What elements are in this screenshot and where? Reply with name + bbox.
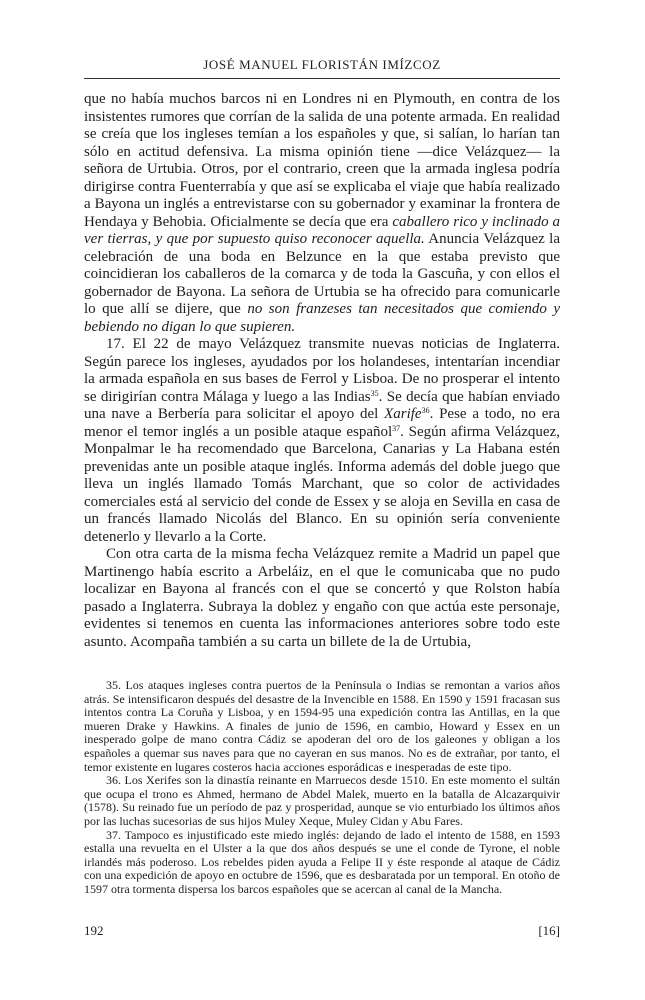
p2-text-d: . Pese a todo, no era menor el temor inglés a un posible ataque español xyxy=(84,406,560,440)
p2-text-b: . Se decía que habían enviado una nave a Berbería para solicitar el apoyo del xyxy=(84,388,560,422)
p1-quote-2: no son franzeses tan necesitados que comiendo y bebiendo no digan lo que supieren. xyxy=(84,301,560,335)
footnote-ref-36[interactable]: 36 xyxy=(421,406,430,415)
p1-text-c: Anuncia Velázquez la celebración de una boda en Belzunce en la que estaba previsto que coincidieran los caballeros de la comarca y de toda la Gascuña, y con ellos el gobernador de Bayona. La señora de Urtubia se ha ofrecido para comunicarle lo que allí se dijere, que xyxy=(84,231,560,317)
p1-text-a: que no había muchos barcos ni en Londres ni en Plymouth, en contra de los insistentes rumores que corrían de la salida de una potente armada. En realidad se creía que los ingleses temían a los españoles y que, si salían, lo harían tan sólo en actitud defensiva. La misma opinión tiene —dice Velázquez— la señora de Urtubia. Otros, por el contrario, creen que la armada inglesa podría dirigirse contra Fuenterrabía y que así se explicaba el viaje que había realizado a Bayona un inglés a entrevistarse con su gobernador y examinar la frontera de Hendaya y Behobia. Oficialmente se decía que era xyxy=(84,91,560,230)
bracket-number: [16] xyxy=(538,923,560,938)
footnote-36: 36. Los Xerifes son la dinastía reinante en Marruecos desde 1510. En este momento el sultán que ocupa el trono es Ahmed, hermano de Abdel Malek, muerto en la batalla de Alcazarquivir (1578). Su reinado fue un período de paz y prosperidad, aunque se vio enturbiado los últimos años por las luchas sucesorias de sus hijos Muley Xeque, Muley Cidan y Abu Fares. xyxy=(84,773,560,828)
page-number: 192 xyxy=(84,923,104,938)
page-footer xyxy=(84,922,560,940)
footnotes xyxy=(84,679,560,897)
main-text xyxy=(84,91,560,651)
header-rule xyxy=(84,78,560,79)
p1-quote-1: caballero rico y inclinado a ver tierras, y que por supuesto quiso reconocer aquella. xyxy=(84,213,560,247)
paragraph-2 xyxy=(84,336,560,546)
p2-text-a: 17. El 22 de mayo Velázquez transmite nuevas noticias de Inglaterra. Según parece los ingleses, ayudados por los holandeses, intentarían incendiar la armada española en sus bases de Ferrol y Lisboa. De no prosperar el intento se dirigirían contra Málaga y luego a las Indias xyxy=(84,336,560,405)
footnote-35: 35. Los ataques ingleses contra puertos de la Península o Indias se remontan a varios años atrás. Se intensificaron después del desastre de la Invencible en 1588. En 1590 y 1591 fracasan sus intentos contra La Coruña y Lisboa, y en 1594-95 una expedición contra las Antillas, en la que mueren Drake y Hawkins. A finales de junio de 1596, en cambio, Howard y Essex en un inesperado golpe de mano contra Cádiz se apoderan del oro de los galeones y obligan a los españoles a quemar sus naves para que no cayeran en sus manos. No es de extrañar, por tanto, el temor existente en lugares costeros hacia acciones esporádicas e inesperadas de este tipo. xyxy=(84,678,560,774)
paragraph-1 xyxy=(84,91,560,336)
footnote-ref-37[interactable]: 37 xyxy=(392,423,401,433)
p2-text-e: . Según afirma Velázquez, Monpalmar le ha recomendado que Barcelona, Canarias y La Habana estén prevenidas ante un posible ataque inglés. Informa además del doble juego que lleva un inglés llamado Tomás Marchant, que so color de actividades comerciales está al servicio del conde de Essex y se aloja en Sevilla en casa de un francés llamado Nicolás del Blanco. En su opinión sería conveniente detenerlo y llevarlo a la Corte. xyxy=(84,423,560,545)
paragraph-3: Con otra carta de la misma fecha Velázquez remite a Madrid un papel que Martinengo había escrito a Arbeláiz, en el que le comunicaba que no pudo localizar en Bayona al francés con el que se concertó y que Rolston había pasado a Inglaterra. Subraya la doblez y engaño con que actúa este personaje, evidentes si tenemos en cuenta las informaciones anteriores sobre todo este asunto. Acompaña también a su carta un billete de la de Urtubia, xyxy=(84,546,560,650)
footnote-37: 37. Tampoco es injustificado este miedo inglés: dejando de lado el intento de 1588, en 1593 estalla una revuelta en el Ulster a la que dos años después se une el conde de Tyrone, el noble irlandés más poderoso. Los rebeldes piden ayuda a Felipe II y éste responde al ataque de Cádiz con una expedición de apoyo en octubre de 1596, que es desbaratada por un temporal. En otoño de 1597 otra tormenta dispersa los barcos españoles que se acercan al canal de la Mancha. xyxy=(84,827,560,896)
footnote-ref-35[interactable]: 35 xyxy=(370,388,379,398)
p2-xarife: Xarife xyxy=(384,406,422,422)
running-head: JOSÉ MANUEL FLORISTÁN IMÍZCOZ xyxy=(203,57,441,72)
page xyxy=(84,56,560,897)
